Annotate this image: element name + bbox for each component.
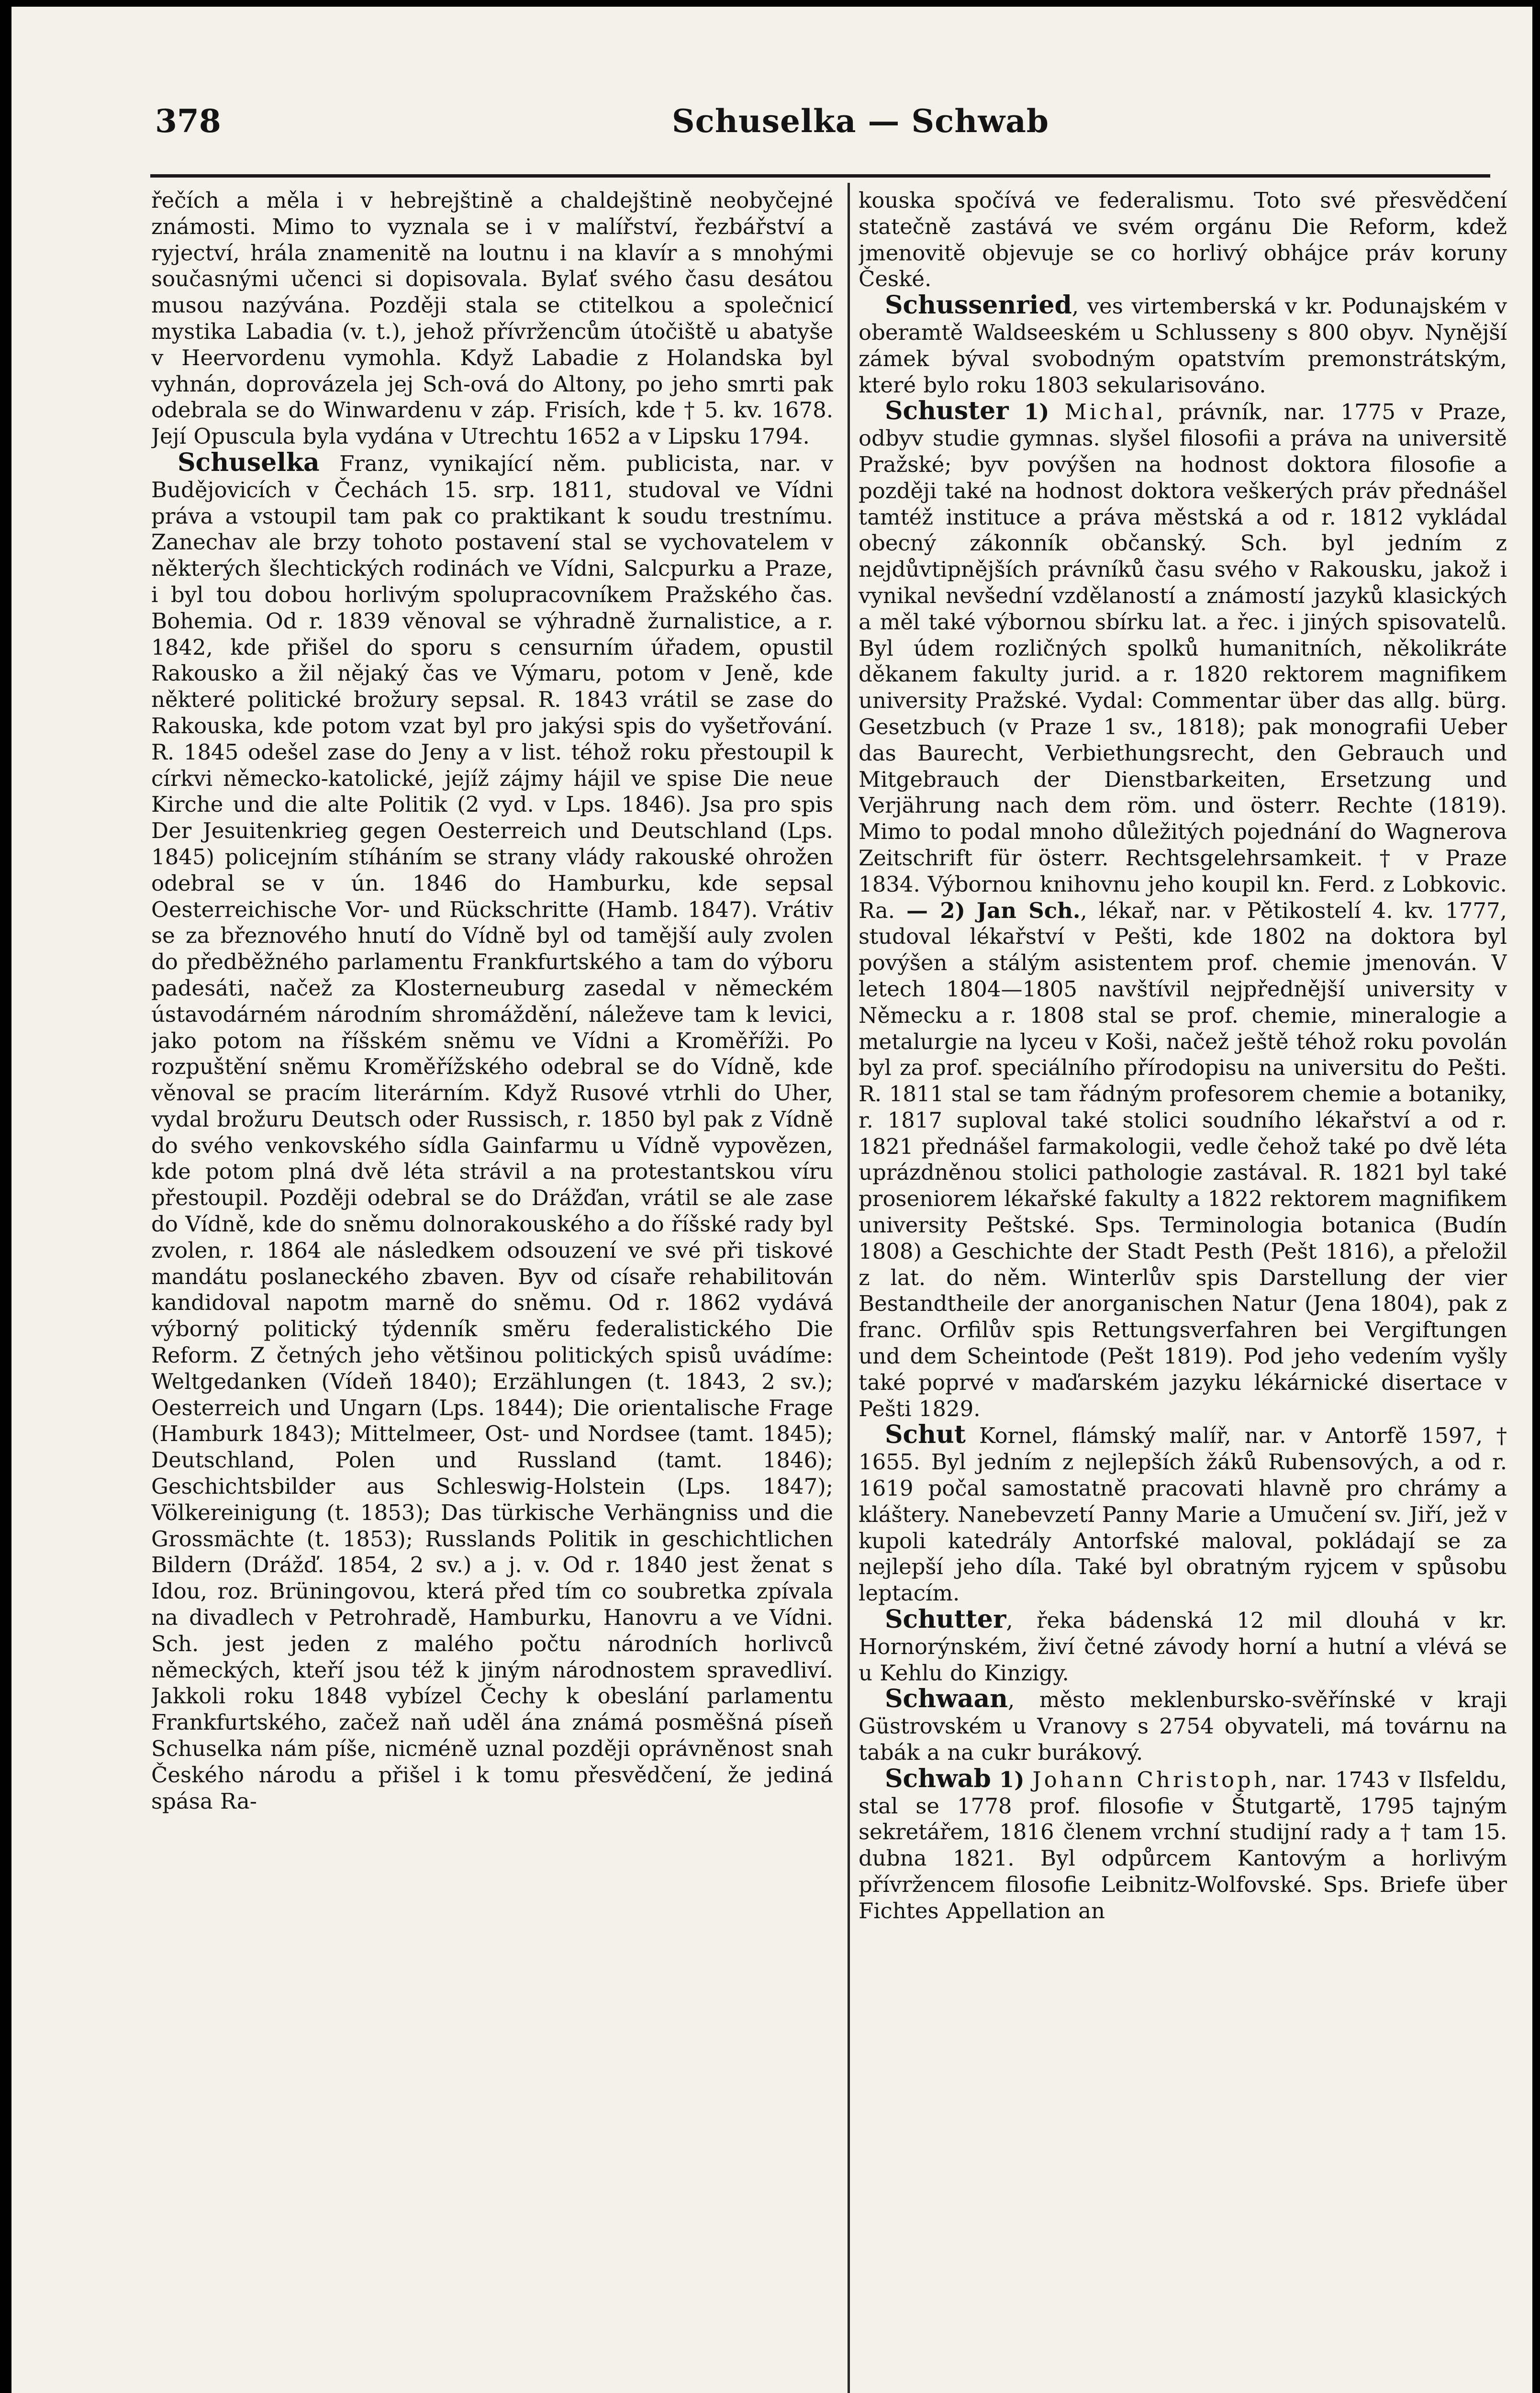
entry-schutter <box>859 1607 1507 1686</box>
entry-schussenried <box>859 292 1507 398</box>
column-divider <box>848 183 850 2393</box>
entry-schuster <box>859 398 1507 1422</box>
sense-number: — 2) <box>906 897 965 923</box>
running-head: Schuselka — Schwab <box>672 102 1049 140</box>
entry-schwab <box>859 1766 1507 1924</box>
person-name: Jan Sch. <box>976 897 1081 923</box>
header-rule <box>150 174 1490 178</box>
entry-text: Kornel, flámský malíř, nar. v Antorfě 1597, † 1655. Byl jedním z nejlepších žáků Rubensových, a od r. 1619 počal samostatně pracovati hlavně pro chrámy a kláštery. Nanebevzetí Panny Marie a Umučení sv. Jiří, jež v kupoli katedrály Antorfské maloval, pokládají se za nejlepší jeho díla. Také byl obratným ryjcem v spůsobu leptacím. <box>859 1423 1507 1606</box>
entry-text: , lékař, nar. v Pětikostelí 4. kv. 1777, studoval lékařství v Pešti, kde 1802 na doktora byl povýšen a stálým asistentem prof. chemie jmenován. V letech 1804—1805 navštívil nejpřednější university v Německu a r. 1808 stal se prof. chemie, mineralogie a metalurgie na lyceu v Koši, načež ještě téhož roku povolán byl za prof. speciálního přírodopisu na universitu do Pešti. R. 1811 stal se tam řádným profesorem chemie a botaniky, r. 1817 suploval také stolici soudního lékařství a od r. 1821 přednášel farmakologii, vedle čehož také po dvě léta uprázdněnou stolici pathologie zastával. R. 1821 byl také proseniorem lékařské fakulty a 1822 rektorem magnifikem university Peštské. Sps. Terminologia botanica (Budín 1808) a Geschichte der Stadt Pesth (Pešt 1816), a přeložil z lat. do něm. Winterlův spis Darstellung der vier Bestandtheile der anorganischen Natur (Jena 1804), pak z franc. Orfilův spis Rettungsverfahren bei Vergiftungen und dem Scheintode (Pešt 1819). Pod jeho vedením vyšly také poprvé v maďarském jazyku lékárnické disertace v Pešti 1829. <box>859 897 1507 1421</box>
headword: Schuster <box>885 396 1009 426</box>
headword: Schutter <box>885 1605 1006 1634</box>
headword: Schuselka <box>178 447 320 477</box>
entry-text: Franz, vynikající něm. publicista, nar. v Budějovicích v Čechách 15. srp. 1811, studoval ve Vídni práva a vstoupil tam pak co praktikant k soudu trestnímu. Zanechav ale brzy tohoto postavení stal se vychovatelem v některých šlechtických rodinách ve Vídni, Salcpurku a Praze, i byl tou dobou horlivým spolupracovníkem Pražského čas. Bohemia. Od r. 1839 věnoval se výhradně žurnalistice, a r. 1842, kde přišel do sporu s censurním úřadem, opustil Rakousko a žil nějaký čas ve Výmaru, potom v Jeně, kde některé politické brožury sepsal. R. 1843 vrátil se zase do Rakouska, kde potom vzat byl pro jakýsi spis do vyšetřování. R. 1845 odešel zase do Jeny a v list. téhož roku přestoupil k církvi německo-katolické, jejíž zájmy hájil ve spise Die neue Kirche und die alte Politik (2 vyd. v Lps. 1846). Jsa pro spis Der Jesuitenkrieg gegen Oesterreich und Deutschland (Lps. 1845) policejním stíháním se strany vlády rakouské ohrožen odebral se v ún. 1846 do Hamburku, kde sepsal Oesterreichische Vor- und Rückschritte (Hamb. 1847). Vrátiv se za březnového hnutí do Vídně byl od tamější auly zvolen do předběžného parlamentu Frankfurtského a tam do výboru padesáti, načež za Klosterneuburg zasedal v německém ústavodárném národním shromáždění, náleževe tam k levici, jako potom na říšském sněmu ve Vídni a Kroměříži. Po rozpuštění sněmu Kroměřížského odebral se do Vídně, kde věnoval se pracím literárním. Když Rusové vtrhli do Uher, vydal brožuru Deutsch oder Russisch, r. 1850 byl pak z Vídně do svého venkovského sídla Gainfarmu u Vídně vypovězen, kde potom plná dvě léta strávil a na protestantskou víru přestoupil. Později odebral se do Drážďan, vrátil se ale zase do Vídně, kde do sněmu dolnorakouského a do říšské rady byl zvolen, r. 1864 ale následkem odsouzení ve své při tiskové mandátu poslaneckého zbaven. Byv od císaře rehabilitován kandidoval napotm marně do sněmu. Od r. 1862 vydává výborný politický týdenník směru federalistického Die Reform. Z četných jeho většinou politických spisů uvádíme: Weltgedanken (Vídeň 1840); Erzählungen (t. 1843, 2 sv.); Oesterreich und Ungarn (Lps. 1844); Die orientalische Frage (Hamburk 1843); Mittelmeer, Ost- und Nordsee (tamt. 1845); Deutschland, Polen und Russland (tamt. 1846); Geschichtsbilder aus Schleswig-Holstein (Lps. 1847); Völkereinigung (t. 1853); Das türkische Verhängniss und die Grossmächte (t. 1853); Russlands Politik in geschichtlichen Bildern (Drážď. 1854, 2 sv.) a j. v. Od r. 1840 jest ženat s Idou, roz. Brüningovou, která před tím co soubretka zpívala na divadlech v Petrohradě, Hamburku, Hanovru a ve Vídni. Sch. jest jeden z malého počtu národních horlivců německých, kteří jsou též k jiným národnostem spravedliví. Jakkoli roku 1848 vybízel Čechy k obeslání parlamentu Frankfurtského, začež naň uděl ána známá posměšná píseň Schuselka nám píše, nicméně uznal později oprávněnost snah Českého národu a přišel i k tomu přesvědčení, že jediná spása Ra- <box>151 450 833 1814</box>
entry-text: , nar. 1743 v Ilsfeldu, stal se 1778 prof. filosofie v Štutgartě, 1795 tajným sekretářem, 1816 členem vrchní studijní rady a † tam 15. dubna 1821. Byl odpůrcem Kantovým a horlivým přívržencem filosofie Leibnitz-Wolfovské. Sps. Briefe über Fichtes Appellation an <box>859 1767 1507 1923</box>
page-number: 378 <box>155 102 221 140</box>
entry-text: , ves virtemberská v kr. Podunajském v oberamtě Waldseeském u Schlusseny s 800 obyv. Nynější zámek býval svobodným opatstvím premonstrátským, které bylo roku 1803 sekularisováno. <box>859 293 1507 398</box>
entry-schuselka <box>151 447 833 1814</box>
headword: Schut <box>885 1420 966 1450</box>
sense-number: 1) <box>1024 399 1049 425</box>
sense-number: 1) <box>999 1767 1025 1792</box>
entry-schwaan <box>859 1686 1507 1766</box>
entry-text: , právník, nar. 1775 v Praze, odbyv studie gymnas. slyšel filosofii a práva na universitě Pražské; byv povýšen na hodnost doktora filosofie a později také na hodnost doktora veškerých práv přednášel tamtéž instituce a práva městská a od r. 1812 vykládal obecný zákonník občanský. Sch. byl jedním z nejdůvtipnějších právníků času svého v Rakousku, jakož i vynikal nevšední vzdělaností a známostí jazyků klasických a měl také výbornou sbírku lat. a řec. i jiných spisovatelů. Byl údem rozličných spolků humanitních, několikráte děkanem fakulty jurid. a r. 1820 rektorem magnifikem university Pražské. Vydal: Commentar über das allg. bürg. Gesetzbuch (v Praze 1 sv., 1818); pak monografii Ueber das Baurecht, Verbiethungsrecht, den Gebrauch und Mitgebrauch der Dienstbarkeiten, Ersetzung und Verjährung nach dem röm. und österr. Rechte (1819). Mimo to podal mnoho důležitých pojednání do Wagnerova Zeitschrift für österr. Rechtsgelehrsamkeit. † v Praze 1834. Výbornou knihovnu jeho koupil kn. Ferd. z Lobkovic. Ra. <box>859 399 1507 923</box>
entry-continuation-text: řečích a měla i v hebrejštině a chaldejštině neobyčejné známosti. Mimo to vyznala se i v malířství, řezbářství a ryjectví, hrála znamenitě na loutnu i na klavír a s mnohými současnými učenci si dopisovala. Bylať svého času desátou musou nazývána. Později stala se ctitelkou a společnicí mystika Labadia (v. t.), jehož přívržencům útočiště u abatyše v Heervordenu vymohla. Když Labadie z Holandska byl vyhnán, doprovázela jej Sch-ová do Altony, po jeho smrti pak odebrala se do Winwardenu v záp. Frisích, kde † 5. kv. 1678. Její Opuscula byla vydána v Utrechtu 1652 a v Lipsku 1794. <box>151 188 833 449</box>
right-column <box>859 188 1507 2393</box>
entry-text: , řeka bádenská 12 mil dlouhá v kr. Hornorýnském, živí četné závody horní a hutní a vlévá se u Kehlu do Kinzigy. <box>859 1608 1507 1686</box>
headword: Schwab <box>885 1764 991 1793</box>
entry-schut <box>859 1422 1507 1607</box>
headword: Schussenried <box>885 291 1072 320</box>
dictionary-page <box>11 7 1532 2393</box>
person-name: Johann Christoph <box>1032 1767 1271 1792</box>
headword: Schwaan <box>885 1684 1008 1714</box>
entry-continuation-text: kouska spočívá ve federalismu. Toto své přesvědčení statečně zastává ve svém orgánu Die Reform, kdež jmenovitě objevuje se co horlivý obhájce práv koruny České. <box>859 188 1507 292</box>
left-column <box>151 188 833 2393</box>
person-name: Michal <box>1064 399 1157 425</box>
entry-text: , město meklenbursko-svěřínské v kraji Güstrovském u Vranovy s 2754 obyvateli, má továrnu na tabák a na cukr burákový. <box>859 1687 1507 1766</box>
